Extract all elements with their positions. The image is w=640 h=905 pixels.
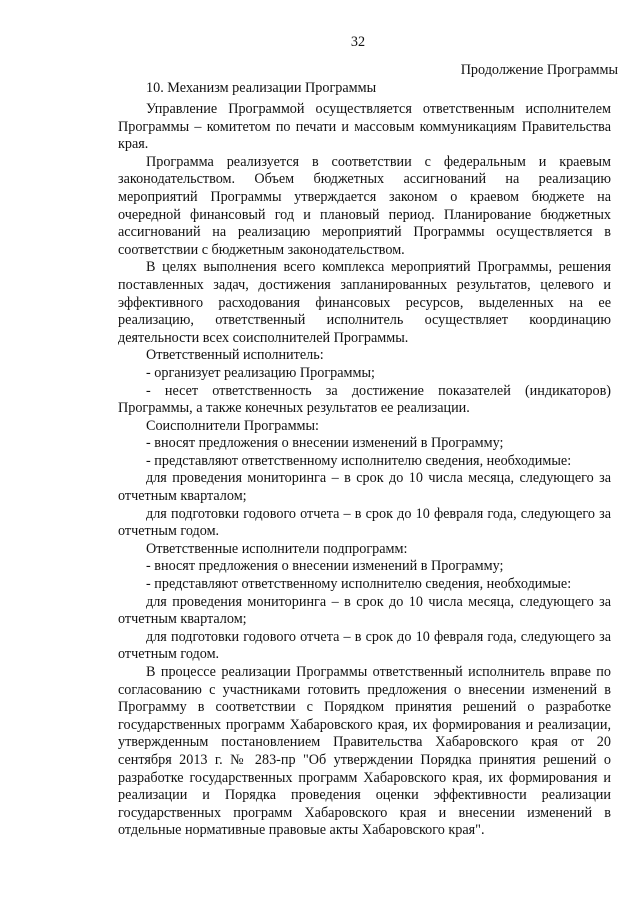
paragraph: Программа реализуется в соответствии с федеральным и краевым законодательством. Объем бюджетных ассигнований на реализацию мероприятий Программы утверждается законом о краевом бюджете на очередной финансовый год и плановый период. Планирование бюджетных ассигнований на реализацию мероприятий Программы осуществляется в соответствии с бюджетным законодательством. [118,153,611,258]
paragraph: для проведения мониторинга – в срок до 10 числа месяца, следующего за отчетным кварталом; [118,593,611,628]
list-item: - вносят предложения о внесении изменений в Программу; [146,435,504,452]
list-item: - представляют ответственному исполнителю сведения, необходимые: [146,576,572,593]
continuation-label: Продолжение Программы [460,62,618,78]
paragraph: для проведения мониторинга – в срок до 10 числа месяца, следующего за отчетным кварталом; [118,470,611,505]
paragraph: для подготовки годового отчета – в срок до 10 февраля года, следующего за отчетным годом. [118,628,611,663]
paragraph: Соисполнители Программы: [146,417,320,434]
paragraph: Ответственные исполнители подпрограмм: [146,540,408,557]
section-heading: 10. Механизм реализации Программы [146,80,377,96]
paragraph: Управление Программой осуществляется ответственным исполнителем Программы – комитетом по печати и массовым коммуникациям Правительства края. [118,101,611,153]
page-number: 32 [350,34,366,50]
list-item: - вносят предложения о внесении изменений в Программу; [146,558,504,575]
list-item: - несет ответственность за достижение показателей (индикаторов) Программы, а также конечных результатов ее реализации. [118,382,611,417]
paragraph: для подготовки годового отчета – в срок до 10 февраля года, следующего за отчетным годом. [118,505,611,540]
paragraph: Ответственный исполнитель: [146,347,324,364]
paragraph: В целях выполнения всего комплекса мероприятий Программы, решения поставленных задач, достижения запланированных результатов, целевого и эффективного расходования финансовых ресурсов, выделенных на ее реализацию, ответственный исполнитель осуществляет координацию деятельности всех соисполнителей Программы. [118,259,611,346]
paragraph: В процессе реализации Программы ответственный исполнитель вправе по согласованию с участниками готовить предложения о внесении изменений в Программу в соответствии с Порядком принятия решений о разработке государственных программ Хабаровского края, их формирования и реализации, утвержденным постановлением Правительства Хабаровского края от 20 сентября 2013 г. № 283-пр "Об утверждении Порядка принятия решений о разработке государственных программ Хабаровского края, их формирования и реализации и Порядка проведения оценки эффективности реализации государственных программ Хабаровского края и внесении изменений в отдельные нормативные правовые акты Хабаровского края". [118,664,611,839]
list-item: - организует реализацию Программы; [146,364,375,381]
section-body [118,101,611,840]
list-item: - представляют ответственному исполнителю сведения, необходимые: [146,452,572,469]
